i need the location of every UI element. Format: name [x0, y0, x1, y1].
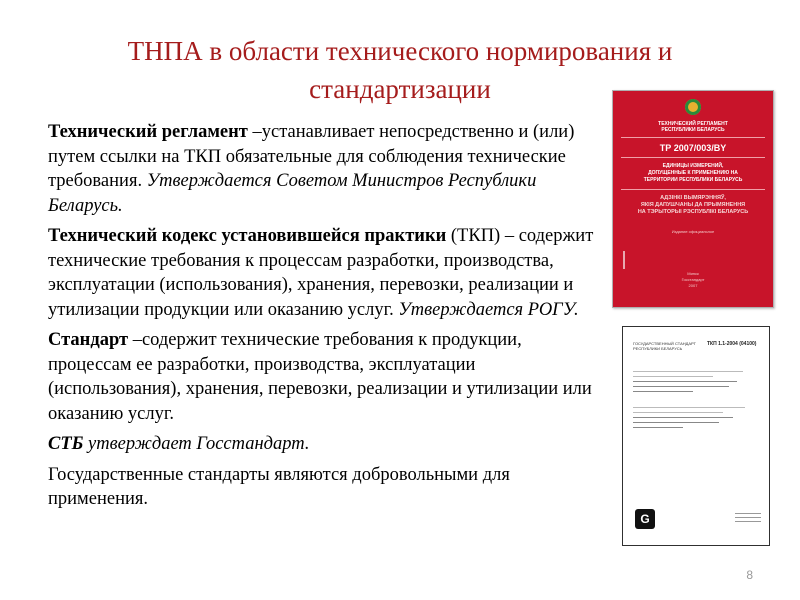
doc-text-line	[633, 381, 737, 382]
cover-title-line: ТЕРРИТОРИИ РЕСПУБЛИКИ БЕЛАРУСЬ	[643, 177, 743, 183]
paragraph-stb	[48, 432, 608, 457]
cover-city: Минск	[687, 271, 699, 276]
doc-text-line	[633, 371, 743, 372]
state-emblem-icon	[685, 99, 701, 115]
cover-code: ТР 2007/003/BY	[659, 143, 727, 153]
term-tkp: Технический кодекс установившейся практики	[48, 226, 447, 246]
doc-text-line	[633, 427, 683, 428]
doc-header-right: ТКП 1.1-2004 (04100)	[707, 341, 757, 347]
doc-header-left: ГОСУДАРСТВЕННЫЙ СТАНДАРТ РЕСПУБЛИКИ БЕЛАРУСЬ	[633, 341, 696, 351]
term-tech-regulation: Технический регламент	[48, 122, 248, 142]
cover-title-by-line: АДЗІНКІ ВЫМЯРЭННЯЎ,	[660, 195, 726, 201]
page-number: 8	[746, 568, 753, 582]
doc-footer-lines	[735, 513, 761, 523]
term-standard: Стандарт	[48, 330, 129, 350]
tech-regulation-cover-image	[612, 90, 774, 308]
text-tkp: (ТКП) – содержит технические требования к процессам разработки, производства, эксплуатации (использования), хранения, перевозки, реализации и утилизации продукции или оказанию услуг.	[48, 226, 594, 320]
note-tkp: Утверждается РОГУ.	[398, 299, 579, 320]
title-line-1: ТНПА в области технического нормирования и	[127, 36, 673, 66]
paragraph-tkp	[48, 224, 608, 322]
doc-text-line	[633, 386, 729, 387]
paragraph-state-standards	[48, 463, 608, 512]
cover-side-mark	[623, 251, 625, 269]
doc-text-line	[633, 417, 733, 418]
body-text	[48, 120, 608, 516]
cover-year: 2007	[688, 283, 698, 288]
tkp-document-image	[622, 326, 770, 546]
doc-text-line	[633, 391, 693, 392]
doc-text-line	[633, 412, 723, 413]
cover-publisher: Госстандарт	[681, 277, 705, 282]
doc-text-line	[633, 407, 745, 408]
title-line-2: стандартизации	[309, 74, 491, 104]
cover-title-by-line: ЯКІЯ ДАПУШЧАНЫ ДА ПРЫМЯНЕННЯ	[640, 202, 746, 208]
gosstandart-logo-icon: G	[635, 509, 655, 529]
cover-header-2: РЕСПУБЛИКИ БЕЛАРУСЬ	[661, 127, 725, 133]
text-state-standards: Государственные стандарты являются добровольными для применения.	[48, 464, 510, 509]
cover-title-by-line: НА ТЭРЫТОРЫІ РЭСПУБЛІКІ БЕЛАРУСЬ	[637, 209, 749, 215]
cover-divider	[621, 189, 765, 190]
cover-divider	[621, 137, 765, 138]
cover-edition: Издание официальное	[671, 229, 715, 234]
cover-divider	[621, 157, 765, 158]
cover-title-line: ЕДИНИЦЫ ИЗМЕРЕНИЙ,	[662, 163, 724, 169]
cover-title-line: ДОПУЩЕННЫЕ К ПРИМЕНЕНИЮ НА	[648, 170, 738, 176]
doc-text-line	[633, 422, 719, 423]
text-tech-regulation: –устанавливает непосредственно и (или) путем ссылки на ТКП обязательные для соблюдения технические требования.	[48, 122, 575, 191]
cover-header-1: ТЕХНИЧЕСКИЙ РЕГЛАМЕНТ	[658, 121, 728, 127]
paragraph-standard	[48, 328, 608, 426]
term-stb: СТБ	[48, 434, 84, 454]
note-stb: утверждает Госстандарт.	[83, 434, 310, 454]
doc-text-line	[633, 376, 713, 377]
note-tech-regulation: Утверждается Советом Министров Республики Беларусь.	[48, 171, 537, 216]
text-standard: –содержит технические требования к продукции, процессам ее разработки, производства, эксплуатации (использования), хранения, перевозки, реализации и утилизации или оказанию услуг.	[48, 330, 592, 424]
paragraph-tech-regulation	[48, 120, 608, 218]
